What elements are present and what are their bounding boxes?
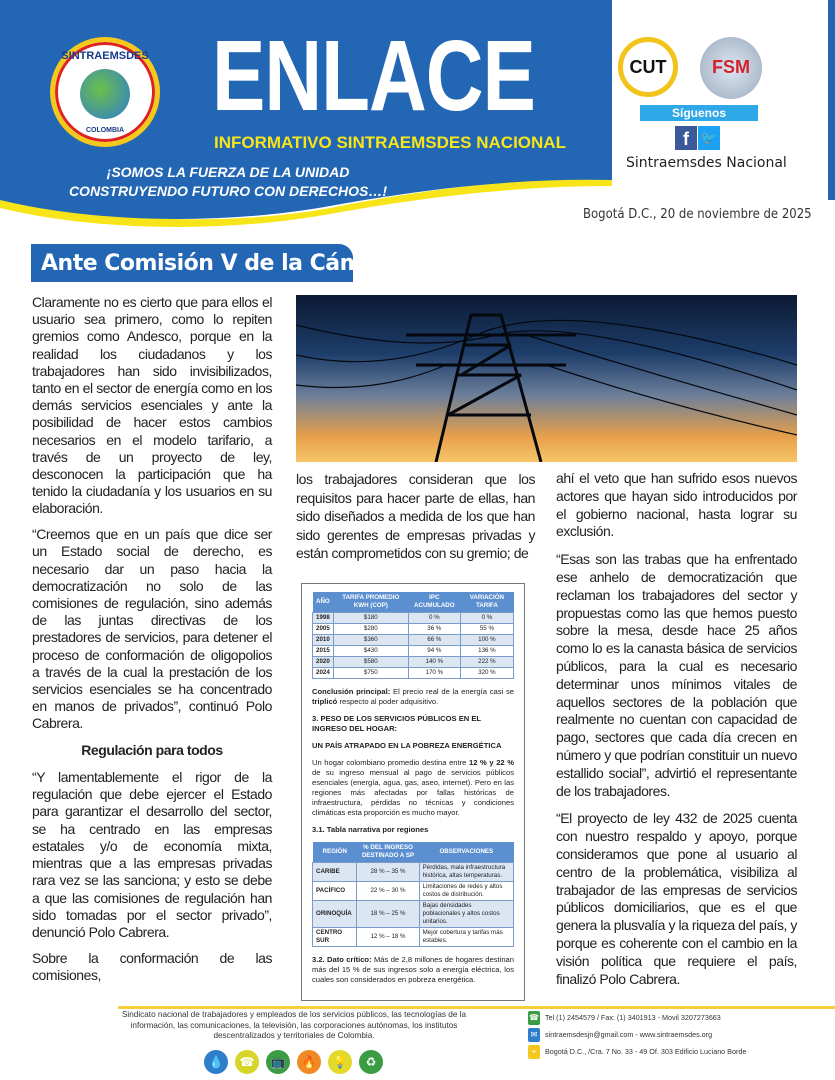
section-title: Ante Comisión V de la Cámara (31, 244, 353, 282)
table-cell: $180 (333, 613, 408, 624)
publication-date: Bogotá D.C., 20 de noviembre de 2025 (583, 207, 812, 222)
table-cell: $430 (333, 646, 408, 657)
table-cell: Limitaciones de redes y altos costos de distribución. (419, 882, 513, 901)
column-header: % DEL INGRESO DESTINADO A SP (357, 842, 419, 863)
table-row (313, 624, 514, 635)
globe-icon (80, 69, 130, 119)
table-cell: 2024 (313, 668, 334, 679)
paragraph: “El proyecto de ley 432 de 2025 cuenta con nuestro respaldo y apoyo, porque consideramos que pone al usuario al centro de la problemática, visibiliza al trabajador de las empresas de servicios públicos domiciliarios, que es el que genera la plusvalía y la riqueza del país, y porque es coherente con el cambio en la visión política que requiere el país, finalizó Polo Cabrera. (556, 810, 797, 987)
footer-divider (118, 1006, 835, 1009)
inset-paragraph (312, 758, 514, 818)
inset-heading: UN PAÍS ATRAPADO EN LA POBREZA ENERGÉTICA (312, 741, 502, 750)
social-handle: Sintraemsdes Nacional (626, 155, 787, 171)
sintraemsdes-logo (50, 37, 160, 147)
address-text: Bogotá D.C., /Cra. 7 No. 33 - 49 Of. 303 Edificio Luciano Borde (545, 1047, 747, 1056)
table-cell: 100 % (460, 635, 513, 646)
article-column-3 (556, 470, 797, 998)
facebook-icon[interactable]: f (675, 126, 697, 150)
recycle-icon: ♻ (359, 1050, 383, 1074)
table-row (313, 657, 514, 668)
table-row (313, 613, 514, 624)
paragraph: “Y lamentablemente el rigor de la regulación que debe ejercer el Estado para garantizar el desarrollo del sector, se ha centrado en las empresas estatales y/o de economía mixta, mientras que a las empresas privadas rara vez se las sanciona; y esto se debe a que las comisiones de regulación han sido tomadas por el sector privado”, denunció Polo Cabrera. (32, 769, 272, 940)
paragraph: Sobre la conformación de las comisiones, (32, 949, 272, 983)
cut-logo: CUT (618, 37, 678, 97)
follow-label: Síguenos (640, 105, 758, 121)
paragraph: “Creemos que en un país que dice ser un Estado social de derecho, es necesario dar un paso hacia la democratización no solo de las comisiones de regulación, sino además de las juntas directivas de los prestadores de servicios, para detener el proceso de conformación de oligopolios a través de la cual la prestación de los servicios esenciales se ha concentrado en manos de privados”, continuó Polo Cabrera. (32, 526, 272, 732)
table-row (313, 668, 514, 679)
text: de su ingreso mensual al pago de servicios públicos esenciales (energía, agua, gas, aseo, internet). Pero en las regiones más afectadas por fallas históricas de infraestructura, pérdidas no técnicas y condiciones climáticas esta proporción es mucho mayor. (312, 768, 514, 817)
table-row (313, 646, 514, 657)
slogan-line-2: CONSTRUYENDO FUTURO CON DERECHOS…! (68, 183, 388, 199)
twitter-icon[interactable]: 🐦 (698, 126, 720, 150)
footer-description: Sindicato nacional de trabajadores y empleados de los servicios públicos, las tecnologías de la información, las comunicaciones, la televisión, las corporaciones autónomas, los institutos descentralizados y territoriales de Colombia. (121, 1010, 467, 1040)
column-header: TARIFA PROMEDIO KWH (COP) (333, 592, 408, 613)
email-icon: ✉ (528, 1028, 540, 1042)
table-row (313, 882, 514, 901)
table-header-row (313, 592, 514, 613)
table-cell: 2010 (313, 635, 334, 646)
table-cell: 2005 (313, 624, 334, 635)
table-cell: 22 % – 30 % (357, 882, 419, 901)
newsletter-title: ENLACE (212, 19, 535, 131)
contact-phone (528, 1011, 721, 1025)
table-cell: PACÍFICO (313, 882, 357, 901)
slogan-line-1: ¡SOMOS LA FUERZA DE LA UNIDAD (106, 164, 350, 180)
column-header: OBSERVACIONES (419, 842, 513, 863)
table-cell: $580 (333, 657, 408, 668)
table-row (313, 635, 514, 646)
article-column-1 (32, 294, 272, 993)
table-cell: 136 % (460, 646, 513, 657)
paragraph: “Esas son las trabas que ha enfrentado ese anhelo de democratización que reclaman los trabajadores del sector y propuestas como las que hemos puesto sobre la mesa, desde hace 25 años como lo es la canasta básica de servicios públicos, para la cual es necesario determinar unos mínimos vitales de aquellos sectores de la población que realmente no cuentan con capacidad de pago, sectores que cada día crecen en número y que podrían constituir un nuevo estallido social”, advirtió el representante de los trabajadores. (556, 551, 797, 799)
phone-icon: ☎ (528, 1011, 540, 1025)
table-cell: CENTRO SUR (313, 928, 357, 947)
conclusion-bold: triplicó (312, 697, 338, 706)
data-inset-box (301, 583, 525, 1001)
paragraph: ahí el veto que han sufrido esos nuevos actores que hayan sido introducidos por el gobierno nacional, hasta lograr su exclusión. (556, 470, 797, 540)
logo-subtext: COLOMBIA (85, 127, 125, 134)
conclusion-text: El precio real de la energía casi se (390, 687, 514, 696)
table-cell: Mejor cobertura y tarifas más estables. (419, 928, 513, 947)
slogan (48, 163, 408, 201)
lightbulb-icon: 💡 (328, 1050, 352, 1074)
location-pin-icon: ⌖ (528, 1045, 540, 1059)
table-cell: 1998 (313, 613, 334, 624)
email-text[interactable]: sintraemsdesjn@gmail.com - www.sintraemsdes.org (545, 1030, 713, 1039)
table-cell: Pérdidas, mala infraestructura histórica, altas temperaturas. (419, 863, 513, 882)
header-edge (828, 0, 835, 200)
table-cell: CARIBE (313, 863, 357, 882)
column-header: AÑO (313, 592, 334, 613)
table-cell: 66 % (408, 635, 460, 646)
critical-fact (312, 955, 514, 985)
gas-flame-icon: 🔥 (297, 1050, 321, 1074)
critical-label: 3.2. Dato crítico: (312, 955, 372, 964)
inset-heading: 3. PESO DE LOS SERVICIOS PÚBLICOS EN EL INGRESO DEL HOGAR: (312, 714, 481, 733)
table-cell: 2020 (313, 657, 334, 668)
conclusion-text: respecto al poder adquisitivo. (337, 697, 439, 706)
newsletter-subtitle: INFORMATIVO SINTRAEMSDES NACIONAL (214, 133, 566, 152)
table-cell: 222 % (460, 657, 513, 668)
table-cell: $360 (333, 635, 408, 646)
text-bold: 12 % y 22 % (469, 758, 515, 767)
table-cell: 2015 (313, 646, 334, 657)
table-cell: 0 % (408, 613, 460, 624)
table-cell: 18 % – 25 % (357, 901, 419, 928)
water-icon: 💧 (204, 1050, 228, 1074)
power-lines-photo (296, 295, 797, 462)
table-cell: $750 (333, 668, 408, 679)
contact-email[interactable] (528, 1028, 712, 1042)
table-row (313, 901, 514, 928)
column-header: VARIACIÓN TARIFA (460, 592, 513, 613)
table-cell: 55 % (460, 624, 513, 635)
television-icon: 📺 (266, 1050, 290, 1074)
inset-heading: 3.1. Tabla narrativa por regiones (312, 825, 429, 834)
service-icons (204, 1050, 383, 1074)
article-column-2 (296, 470, 535, 575)
table-cell: 28 % – 35 % (357, 863, 419, 882)
table-cell: ORINOQUÍA (313, 901, 357, 928)
conclusion-label: Conclusión principal: (312, 687, 391, 696)
telephone-icon: ☎ (235, 1050, 259, 1074)
conclusion (312, 687, 514, 707)
table-header-row (313, 842, 514, 863)
table-cell: 36 % (408, 624, 460, 635)
subheading: Regulación para todos (81, 742, 223, 759)
region-table (312, 842, 514, 947)
table-row (313, 863, 514, 882)
critical-text: Más de 2,8 millones de hogares destinan más del 15 % de sus ingresos solo a energía eléctrica, los cuales son considerados en pobreza energética. (312, 955, 515, 984)
contact-address (528, 1045, 746, 1059)
column-header: IPC ACUMULADO (408, 592, 460, 613)
paragraph: Claramente no es cierto que para ellos el usuario sea primero, como lo repiten gremios como Andesco, porque en la realidad los ciudadanos y los trabajadores han sido invisibilizados, tanto en el sector de energía como en los demás servicios esenciales y ante la posibilidad de hacer estos cambios necesarios en el modelo tarifario, a través de un proyecto de ley, desconocen la participación que ha tenido la ciudadanía y los usuarios en su elaboración. (32, 294, 272, 517)
fsm-logo: FSM (700, 37, 762, 99)
paragraph: los trabajadores consideran que los requisitos para hacer parte de ellas, han sido diseñados a medida de los que han sido gerentes de empresas privadas y están comprometidos con su gremio; de (296, 471, 535, 562)
table-cell: $280 (333, 624, 408, 635)
table-cell: Bajas densidades poblacionales y altos costos unitarios. (419, 901, 513, 928)
text: Un hogar colombiano promedio destina entre (312, 758, 469, 767)
table-cell: 320 % (460, 668, 513, 679)
table-cell: 170 % (408, 668, 460, 679)
logo-text: SINTRAEMSDES (61, 50, 149, 62)
table-cell: 0 % (460, 613, 513, 624)
table-row (313, 928, 514, 947)
table-cell: 140 % (408, 657, 460, 668)
column-header: REGIÓN (313, 842, 357, 863)
table-cell: 12 % – 18 % (357, 928, 419, 947)
phone-text: Tel (1) 2454579 / Fax: (1) 3401913 - Movil 3207273663 (545, 1013, 721, 1022)
tariff-table (312, 592, 514, 679)
table-cell: 94 % (408, 646, 460, 657)
